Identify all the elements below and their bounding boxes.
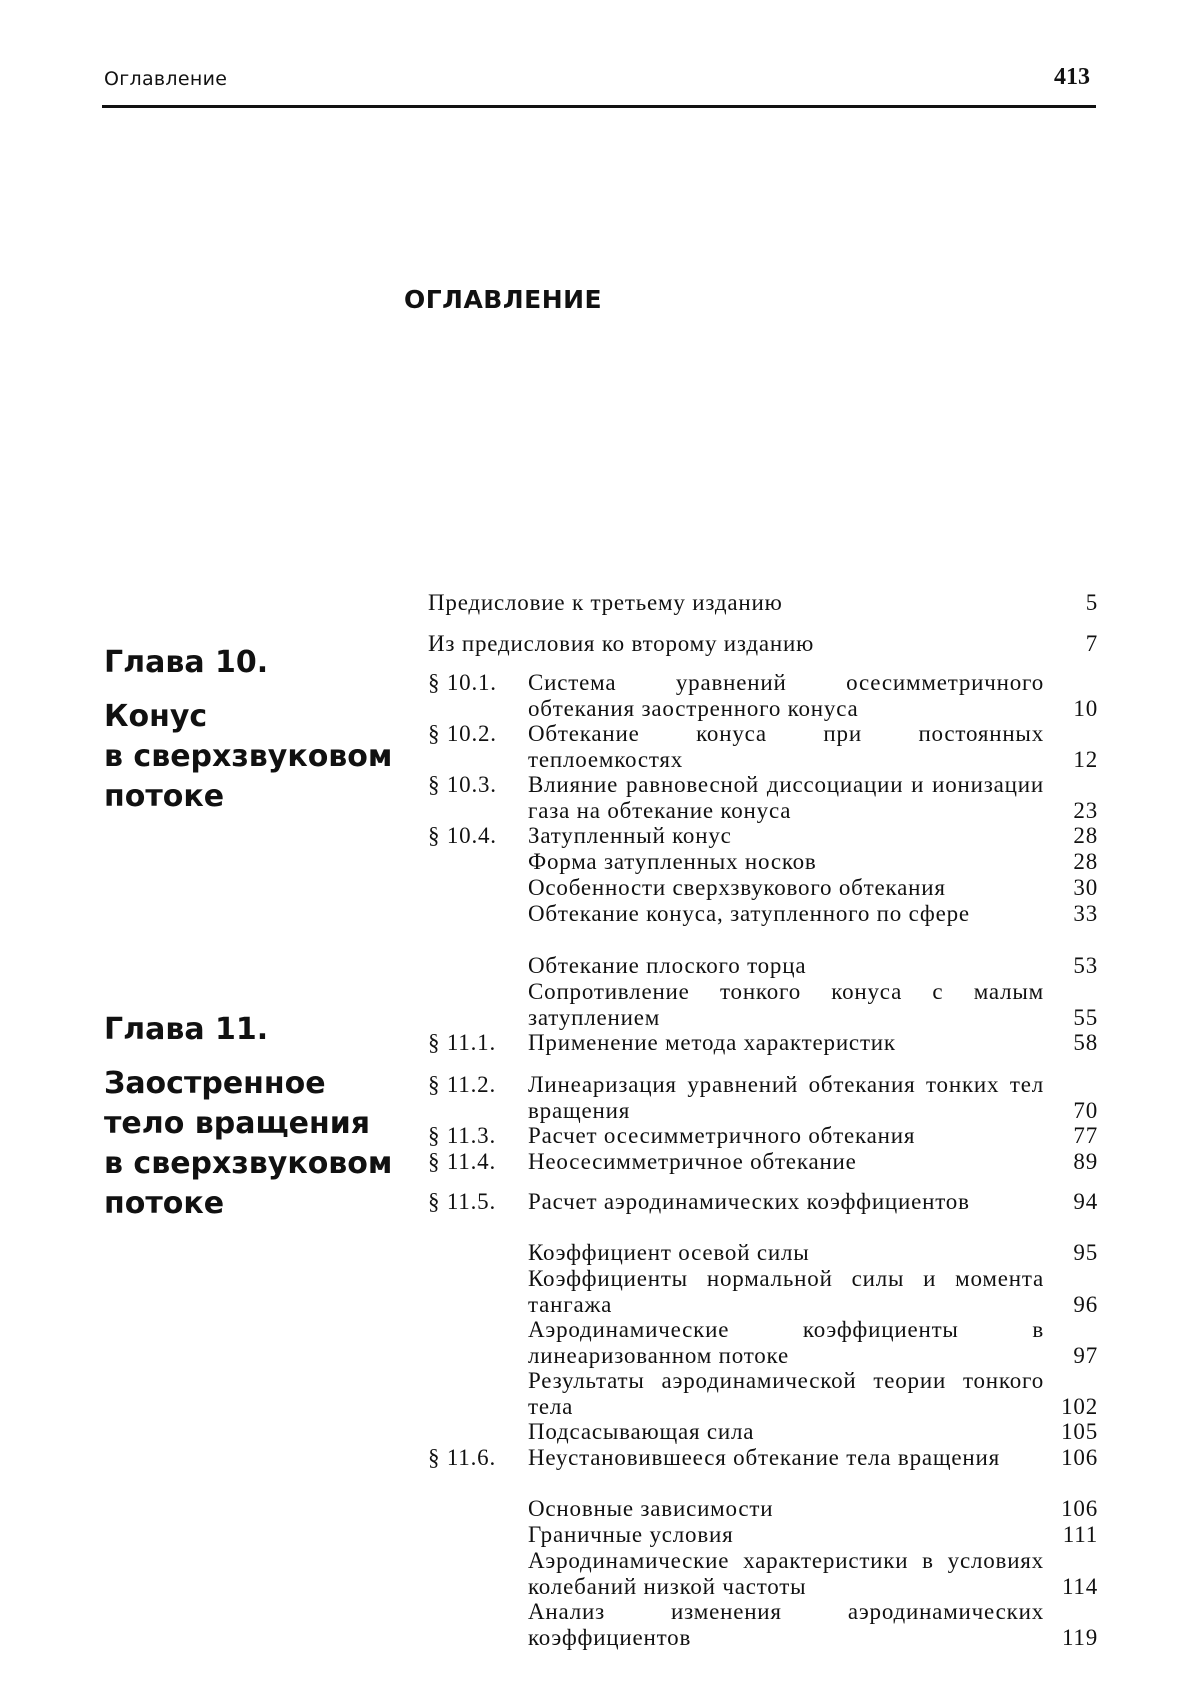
toc-entry[interactable] bbox=[428, 1030, 1098, 1056]
toc-entry[interactable] bbox=[428, 1445, 1098, 1471]
toc-entry[interactable] bbox=[428, 1496, 1098, 1522]
toc-entry[interactable] bbox=[428, 1419, 1098, 1445]
toc-entry-page: 12 bbox=[1073, 746, 1098, 772]
toc-entry[interactable] bbox=[428, 1599, 1098, 1650]
chapter-label: Глава 10. bbox=[104, 645, 269, 680]
toc-entry-title: Влияние равновесной диссоциации и ионизации газа на обтекание конуса bbox=[528, 772, 1044, 823]
toc-entry-page: 106 bbox=[1061, 1445, 1098, 1470]
toc-entry-title: Предисловие к третьему изданию bbox=[428, 590, 783, 615]
toc-entry-page: 70 bbox=[1073, 1097, 1098, 1123]
toc-entry-title: Расчет аэродинамических коэффициентов bbox=[528, 1189, 970, 1214]
toc-entry-page: 111 bbox=[1062, 1522, 1098, 1547]
toc-entry-page: 28 bbox=[1073, 823, 1098, 848]
toc-entry-page: 58 bbox=[1073, 1030, 1098, 1055]
chapter-label: Глава 11. bbox=[104, 1012, 269, 1047]
toc-section-number: § 11.1. bbox=[428, 1030, 496, 1055]
toc-entry-page: 10 bbox=[1073, 695, 1098, 721]
toc-entry-page: 96 bbox=[1073, 1291, 1098, 1317]
contents-title: ОГЛАВЛЕНИЕ bbox=[404, 285, 603, 314]
toc-entry-title: Результаты аэродинамической теории тонкого тела bbox=[528, 1368, 1044, 1419]
toc-section-number: § 11.3. bbox=[428, 1123, 496, 1148]
toc-entry[interactable] bbox=[428, 1368, 1098, 1419]
toc-entry-page: 119 bbox=[1061, 1624, 1098, 1650]
toc-entry-page: 28 bbox=[1073, 849, 1098, 874]
toc-entry[interactable] bbox=[428, 953, 1098, 979]
toc-entry[interactable] bbox=[428, 901, 1098, 927]
toc-entry[interactable] bbox=[428, 849, 1098, 875]
toc-entry[interactable] bbox=[428, 823, 1098, 849]
toc-entry-title: Форма затупленных носков bbox=[528, 849, 817, 874]
toc-entry-title: Особенности сверхзвукового обтекания bbox=[528, 875, 946, 900]
toc-entry-page: 77 bbox=[1073, 1123, 1098, 1148]
toc-entry-page: 102 bbox=[1061, 1393, 1098, 1419]
toc-entry-page: 33 bbox=[1073, 901, 1098, 926]
toc-entry-title: Неосесимметричное обтекание bbox=[528, 1149, 857, 1174]
toc-section-number: § 10.3. bbox=[428, 772, 497, 797]
toc-entry-page: 105 bbox=[1061, 1419, 1098, 1444]
toc-entry-title: Аэродинамические коэффициенты в линеаризованном потоке bbox=[528, 1317, 1044, 1368]
toc-entry[interactable] bbox=[428, 631, 1098, 657]
running-head: Оглавление bbox=[104, 68, 228, 90]
toc-entry[interactable] bbox=[428, 1149, 1098, 1175]
chapter-title-line: потоке bbox=[104, 779, 225, 814]
toc-section-number: § 11.5. bbox=[428, 1189, 496, 1214]
page-number: 413 bbox=[1054, 64, 1090, 90]
toc-entry-page: 89 bbox=[1073, 1149, 1098, 1174]
toc-entry-page: 55 bbox=[1073, 1004, 1098, 1030]
toc-entry[interactable] bbox=[428, 1522, 1098, 1548]
toc-entry[interactable] bbox=[428, 1548, 1098, 1599]
toc-entry[interactable] bbox=[428, 590, 1098, 616]
header-rule bbox=[102, 105, 1096, 108]
toc-entry-title: Применение метода характеристик bbox=[528, 1030, 896, 1055]
toc-entry-title: Из предисловия ко второму изданию bbox=[428, 631, 815, 656]
toc-entry-page: 114 bbox=[1061, 1573, 1098, 1599]
toc-entry[interactable] bbox=[428, 1266, 1098, 1317]
chapter-heading-11 bbox=[104, 1010, 404, 1224]
chapter-title-line: потоке bbox=[104, 1186, 225, 1221]
toc-entry-page: 5 bbox=[1085, 590, 1098, 615]
toc-section-number: § 10.2. bbox=[428, 721, 497, 746]
toc-entry-title: Обтекание конуса, затупленного по сфере bbox=[528, 901, 970, 926]
toc-entry-title: Граничные условия bbox=[528, 1522, 734, 1547]
chapter-title-line: тело вращения bbox=[104, 1106, 370, 1141]
toc-section-number: § 10.1. bbox=[428, 670, 497, 695]
toc-section-number: § 11.4. bbox=[428, 1149, 496, 1174]
toc-entry[interactable] bbox=[428, 721, 1098, 772]
toc-entry-title: Система уравнений осесимметричного обтекания заостренного конуса bbox=[528, 670, 1044, 721]
toc-entry-title: Подсасывающая сила bbox=[528, 1419, 755, 1444]
toc-entry[interactable] bbox=[428, 772, 1098, 823]
toc-entry[interactable] bbox=[428, 670, 1098, 721]
toc-entry-title: Обтекание конуса при постоянных теплоемкостях bbox=[528, 721, 1044, 772]
toc-entry[interactable] bbox=[428, 1317, 1098, 1368]
toc-entry-title: Коэффициенты нормальной силы и момента тангажа bbox=[528, 1266, 1044, 1317]
chapter-heading-10 bbox=[104, 643, 404, 817]
toc-entry[interactable] bbox=[428, 1123, 1098, 1149]
toc-entry-page: 23 bbox=[1073, 797, 1098, 823]
toc-entry-title: Расчет осесимметричного обтекания bbox=[528, 1123, 916, 1148]
toc-entry-title: Основные зависимости bbox=[528, 1496, 774, 1521]
toc-section-number: § 11.2. bbox=[428, 1072, 496, 1097]
toc-entry-title: Коэффициент осевой силы bbox=[528, 1240, 810, 1265]
toc-entry-title: Затупленный конус bbox=[528, 823, 732, 848]
chapter-title-line: в сверхзвуковом bbox=[104, 1146, 393, 1181]
toc-entry-title: Аэродинамические характеристики в условиях колебаний низкой частоты bbox=[528, 1548, 1044, 1599]
toc-entry-title: Линеаризация уравнений обтекания тонких тел вращения bbox=[528, 1072, 1044, 1123]
toc-entry-page: 7 bbox=[1085, 631, 1098, 656]
toc-section-number: § 10.4. bbox=[428, 823, 497, 848]
toc-entry-title: Сопротивление тонкого конуса с малым затуплением bbox=[528, 979, 1044, 1030]
toc-entry-page: 95 bbox=[1073, 1240, 1098, 1265]
toc-entry-title: Неустановившееся обтекание тела вращения bbox=[528, 1445, 1001, 1470]
toc-entry-title: Анализ изменения аэродинамических коэффициентов bbox=[528, 1599, 1044, 1650]
toc-entry[interactable] bbox=[428, 1189, 1098, 1215]
toc-entry-page: 97 bbox=[1073, 1342, 1098, 1368]
toc-entry[interactable] bbox=[428, 979, 1098, 1030]
toc-entry-title: Обтекание плоского торца bbox=[528, 953, 807, 978]
toc-entry[interactable] bbox=[428, 1072, 1098, 1123]
toc-entry[interactable] bbox=[428, 1240, 1098, 1266]
toc-section-number: § 11.6. bbox=[428, 1445, 496, 1470]
chapter-title-line: Заостренное bbox=[104, 1066, 326, 1101]
toc-entry-page: 30 bbox=[1073, 875, 1098, 900]
toc-entry-page: 94 bbox=[1073, 1189, 1098, 1214]
toc-entry-page: 106 bbox=[1061, 1496, 1098, 1521]
chapter-title-line: Конус bbox=[104, 699, 208, 734]
toc-entry[interactable] bbox=[428, 875, 1098, 901]
chapter-title-line: в сверхзвуковом bbox=[104, 739, 393, 774]
toc-entry-page: 53 bbox=[1073, 953, 1098, 978]
